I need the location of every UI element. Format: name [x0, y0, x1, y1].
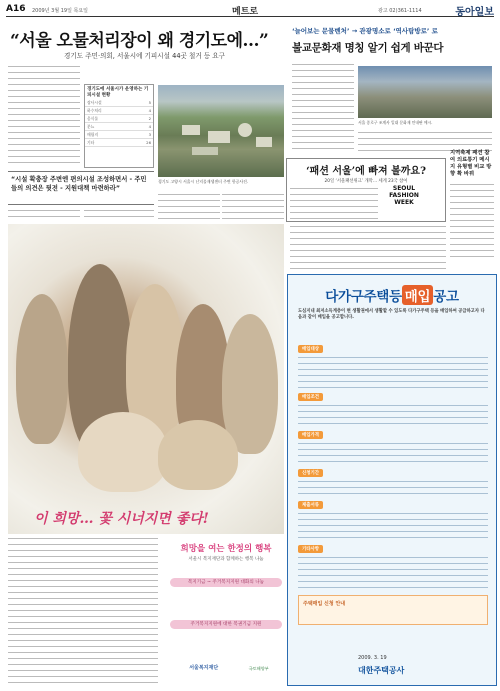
- ad-section: 매입가격: [298, 421, 488, 464]
- table-row: 매립지 3: [85, 131, 153, 139]
- ad-section: 제출서류: [298, 491, 488, 540]
- page-number: A16: [6, 4, 26, 14]
- article-text-column: [292, 62, 354, 156]
- photo-tagline: 이 희망… 꽃 시너지면 좋다!: [34, 511, 209, 527]
- org-logo: 서울복지재단: [189, 665, 219, 671]
- ad-body-text: [8, 536, 158, 688]
- photo-caption: 서울 종로구 조계사 일대 문화재 안내판 예시.: [358, 120, 433, 125]
- newspaper-logo: 동아일보: [455, 7, 494, 18]
- children-photo: [8, 224, 284, 534]
- housing-ad-intro: 도심지내 최저소득계층이 현 생활권에서 생활할 수 있도록 다가구주택 등을 매입하여 공급하고자 다음과 같이 매입을 공고합니다.: [298, 309, 485, 320]
- ad-pill: 복지기금 ~ 주거복지지원 대화의 나눔: [170, 578, 282, 587]
- aerial-photo: [158, 85, 284, 177]
- org-logo: 국토해양부: [248, 666, 269, 671]
- main-headline: “서울 오물처리장이 왜 경기도에…”: [10, 31, 269, 51]
- notice-box: [298, 595, 488, 625]
- ad-section: 매입조건: [298, 383, 488, 426]
- side-column: [450, 150, 494, 262]
- article-text-column: [84, 208, 154, 222]
- ad-section: 신청기간: [298, 459, 488, 496]
- table-row: 기타 26: [85, 139, 153, 147]
- ad-subtitle: 서울시 복지재단과 함께하는 행복 나눔: [188, 557, 264, 562]
- right-headline: 불교문화재 명칭 알기 쉽게 바꾼다: [292, 42, 444, 54]
- table-row: 분뇨 4: [85, 123, 153, 131]
- table-row: 음식물 2: [85, 115, 153, 123]
- article-text-column: [8, 208, 80, 222]
- side-headline: 지역축제 패션 참여 의료통기 메시지 유형별 비교 방향 확 바꿔: [450, 150, 492, 177]
- article-text-column: [290, 186, 378, 220]
- fashion-subheadline: 20일 ‘서울패션위크’ 개막… 세계 23국 참여: [324, 179, 408, 184]
- fashion-week-logo: SEOUL FASHION WEEK: [389, 185, 419, 206]
- fashion-headline: ‘패션 서울’에 빠져 볼까요?: [306, 166, 426, 177]
- welfare-ad: [8, 536, 284, 690]
- photo-caption: 경기도 고양시 서울시 난지물재생센터 주변 항공사진.: [158, 179, 249, 184]
- pull-quote: “시설 확충장 주변엔 편의시설 조성하면서 ‐ 주민들의 의견은 뒷전 ‐ 지원대책 마련하라”: [8, 171, 154, 205]
- table-title: 경기도에 서울시가 운영하는 기피시설 현황: [87, 87, 149, 98]
- table-row: 장사시설 5: [85, 99, 153, 107]
- main-subheadline: 경기도 주민·의회, 서울시에 기피시설 44곳 철거 등 요구: [64, 52, 226, 60]
- article-text-column: [8, 64, 80, 168]
- ad-date: 2009. 3. 19: [358, 655, 387, 661]
- ad-org: 대한주택공사: [358, 666, 405, 675]
- right-kicker: ‘늘어보는 문물벤처’ → 관광명소로 ‘역사탐방로’ 로: [292, 27, 438, 35]
- ad-pill: 주거복지지원에 대한 복권기금 지원: [170, 620, 282, 629]
- article-text-column: [290, 224, 446, 270]
- housing-ad: [287, 274, 497, 686]
- ad-logos: [174, 664, 284, 672]
- ad-section: 기타사항: [298, 535, 488, 590]
- ad-title: 희망을 여는 한정의 행복: [180, 544, 272, 554]
- ad-section: 매입대상: [298, 335, 488, 390]
- ad-phone: 광고 02)361-1114: [378, 8, 422, 14]
- facility-table: [84, 84, 154, 168]
- page-header: [6, 3, 494, 17]
- issue-date: 2009년 3월 19일 목요일: [32, 8, 89, 14]
- temple-photo: [358, 66, 492, 118]
- ad-footer: [298, 655, 488, 681]
- table-row: 하수처리 4: [85, 107, 153, 115]
- ad-hero: [168, 542, 284, 562]
- section-title: 메트로: [232, 7, 259, 17]
- purchase-badge: 매입: [402, 285, 433, 305]
- notice-label: 주택매입 신청 안내: [303, 601, 346, 607]
- housing-ad-title: 다가구주택등 매입 공고: [288, 285, 496, 305]
